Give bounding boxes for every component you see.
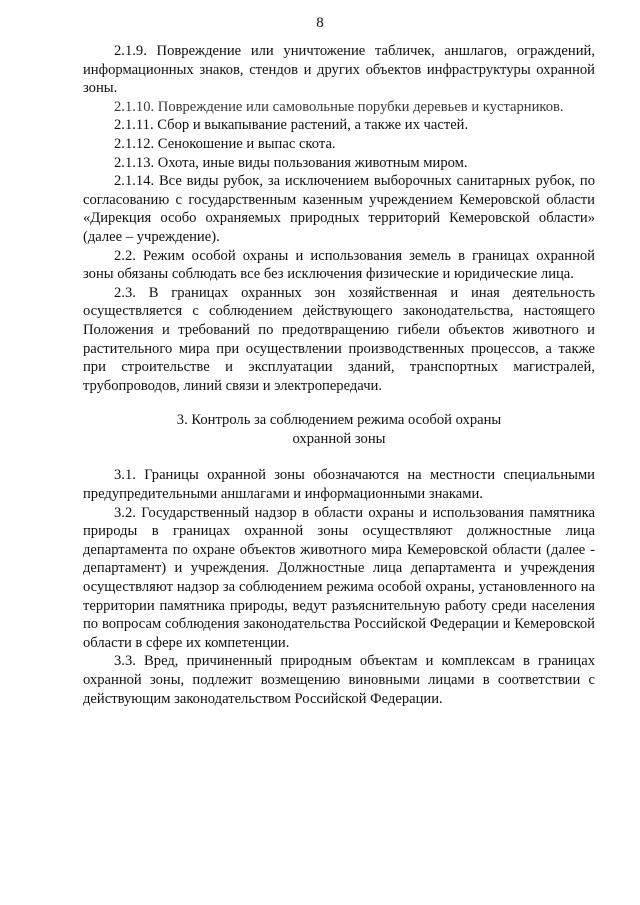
paragraph-2-1-9: 2.1.9. Повреждение или уничтожение табличек, аншлагов, ограждений, информационных знаков, стендов и других объектов инфраструктуры охранной зоны.: [83, 43, 595, 97]
document-body: [83, 42, 595, 708]
paragraph-2-3: 2.3. В границах охранных зон хозяйственная и иная деятельность осуществляется с соблюдением действующего законодательства, настоящего Положения и требований по предотвращению гибели объектов животного и растительного мира при осуществлении производственных процессов, а также при строительстве и эксплуатации зданий, транспортных магистралей, трубопроводов, линий связи и электропередачи.: [83, 284, 595, 394]
section-3-heading-line-1: 3. Контроль за соблюдением режима особой охраны: [176, 412, 502, 429]
paragraph-2-2: 2.2. Режим особой охраны и использования земель в границах охранной зоны обязаны соблюдать все без исключения физические и юридические лица.: [83, 247, 595, 283]
paragraph-3-1: 3.1. Границы охранной зоны обозначаются на местности специальными предупредительными аншлагами и информационными знаками.: [83, 467, 595, 503]
section-3-heading-line-2: охранной зоны: [292, 430, 386, 447]
paragraph-3-3: 3.3. Вред, причиненный природным объектам и комплексам в границах охранной зоны, подлежит возмещению виновными лицами в соответствии с действующим законодательством Российской Федерации.: [83, 653, 595, 707]
paragraph-2-1-12: 2.1.12. Сенокошение и выпас скота.: [114, 135, 336, 152]
paragraph-2-1-14: 2.1.14. Все виды рубок, за исключением выборочных санитарных рубок, по согласованию с государственным казенным учреждением Кемеровской области «Дирекция особо охраняемых природных территорий Кемеровской области» (далее – учреждение).: [83, 173, 595, 245]
page-number: 8: [316, 15, 324, 31]
paragraph-2-1-10: 2.1.10. Повреждение или самовольные порубки деревьев и кустарников.: [114, 98, 564, 115]
paragraph-3-2: 3.2. Государственный надзор в области охраны и использования памятника природы в границах охранной зоны осуществляют должностные лица департамента по охране объектов животного мира Кемеровской области (далее - департамент) и учреждения. Должностные лица департамента и учреждения осуществляют надзор за соблюдением режима особой охраны, установленного на территории памятника природы, ведут разъяснительную работу среди населения по вопросам соблюдения законодательства Российской Федерации и Кемеровской области в сфере их компетенции.: [83, 504, 595, 651]
section-3-heading: [83, 411, 595, 448]
paragraph-2-1-13: 2.1.13. Охота, иные виды пользования животным миром.: [114, 154, 468, 171]
paragraph-2-1-11: 2.1.11. Сбор и выкапывание растений, а также их частей.: [114, 117, 469, 134]
